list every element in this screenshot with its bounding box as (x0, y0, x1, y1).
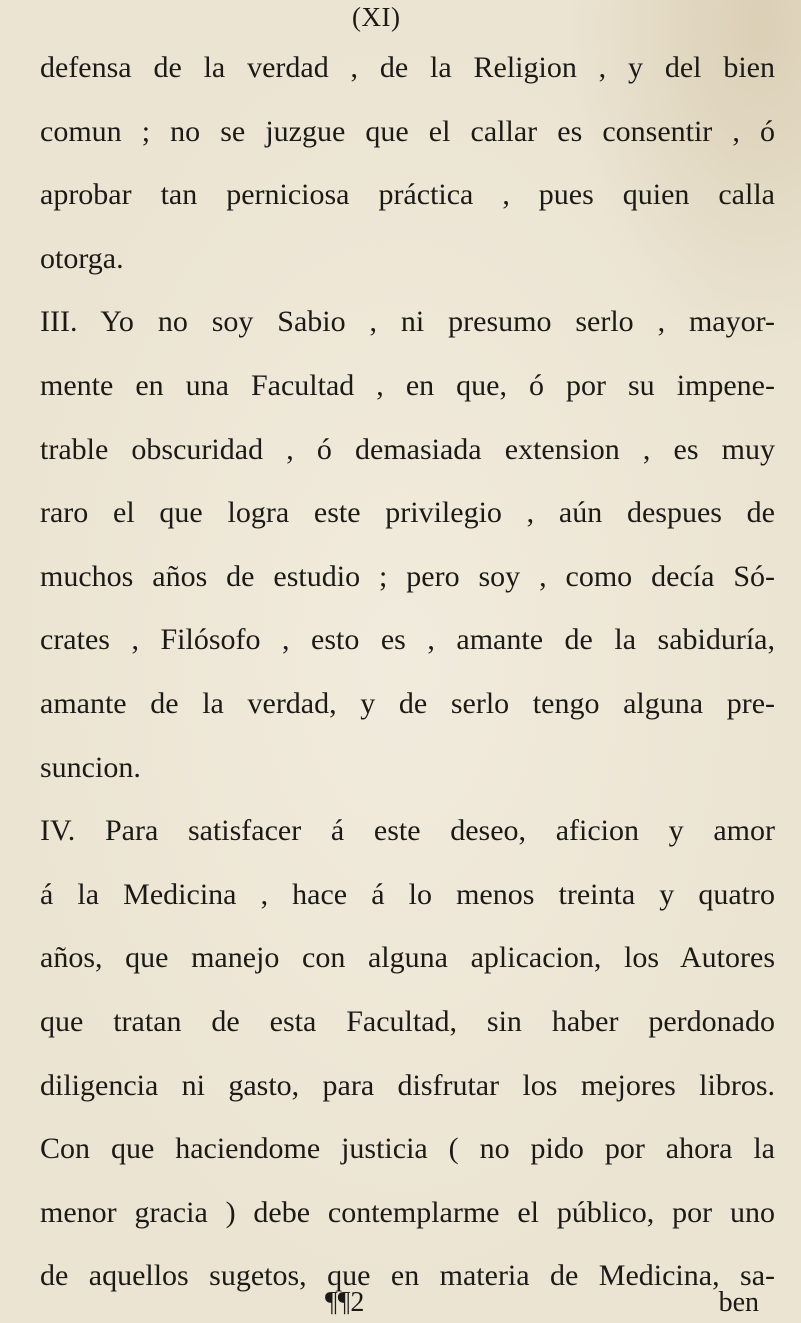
text-line: menor gracia ) debe contemplarme el público, por uno (40, 1195, 775, 1229)
page-footer (40, 1288, 775, 1318)
text-line: defensa de la verdad , de la Religion , y del bien (40, 51, 775, 84)
section-heading-line: IV. Para satisfacer á este deseo, aficion y amor (40, 814, 775, 848)
page-number: (XI) (352, 2, 401, 32)
signature-mark: ¶¶2 (325, 1287, 365, 1318)
text-body (40, 36, 775, 1308)
text-line: años, que manejo con alguna aplicacion, los Autores (40, 941, 775, 975)
text-line: muchos años de estudio ; pero soy , como decía Só- (40, 559, 775, 593)
text-line: comun ; no se juzgue que el callar es consentir , ó (40, 114, 775, 148)
section-heading-line: III. Yo no soy Sabio , ni presumo serlo , mayor- (40, 305, 775, 339)
text-line: otorga. (40, 241, 124, 275)
text-line: de aquellos sugetos, que en materia de Medicina, sa- (40, 1259, 775, 1293)
text-line: á la Medicina , hace á lo menos treinta y quatro (40, 877, 775, 911)
text-line: trable obscuridad , ó demasiada extension , es muy (40, 432, 775, 466)
catchword: ben (718, 1287, 759, 1318)
text-line: aprobar tan perniciosa práctica , pues quien calla (40, 178, 775, 212)
text-line: que tratan de esta Facultad, sin haber perdonado (40, 1004, 775, 1038)
text-line: Con que haciendome justicia ( no pido por ahora la (40, 1132, 775, 1166)
text-line: amante de la verdad, y de serlo tengo alguna pre- (40, 686, 775, 720)
text-line: suncion. (40, 750, 141, 784)
text-line: diligencia ni gasto, para disfrutar los mejores libros. (40, 1068, 775, 1102)
text-line: mente en una Facultad , en que, ó por su impene- (40, 368, 775, 402)
text-line: raro el que logra este privilegio , aún despues de (40, 496, 775, 530)
text-line: crates , Filósofo , esto es , amante de la sabiduría, (40, 623, 775, 657)
